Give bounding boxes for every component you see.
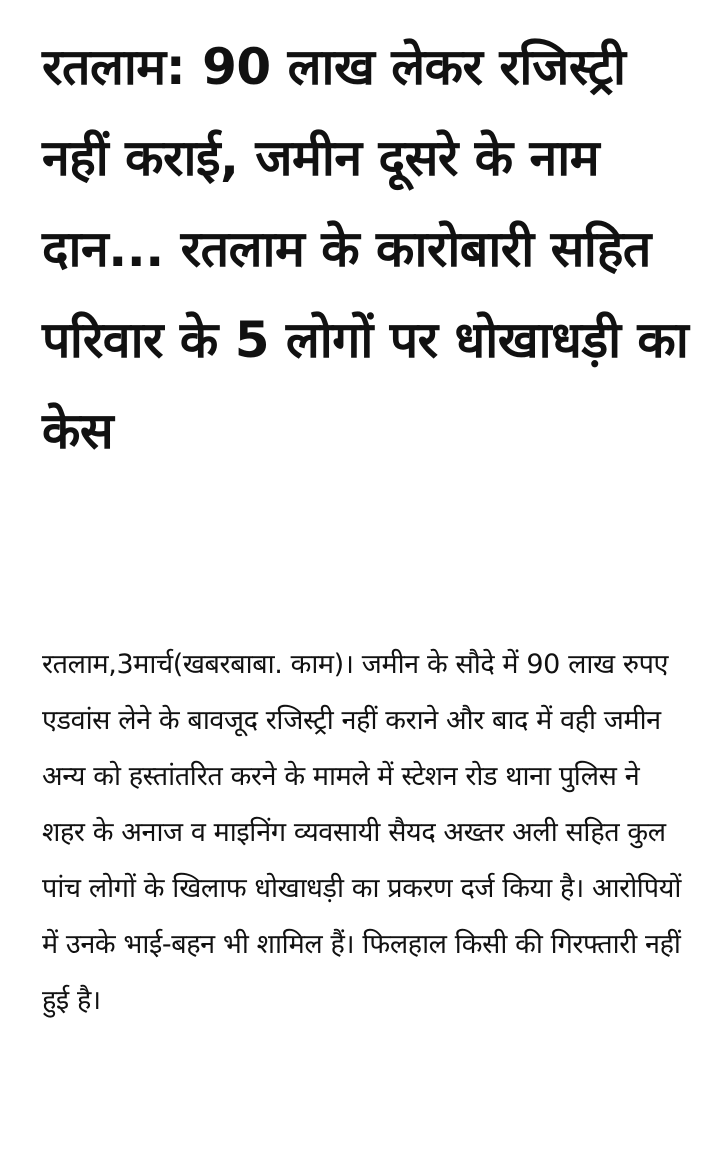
article (42, 22, 692, 1016)
article-headline: रतलाम: 90 लाख लेकर रजिस्ट्री नहीं कराई, जमीन दूसरे के नाम दान... रतलाम के कारोबारी सहित परिवार के 5 लोगों पर धोखाधड़ी का केस (42, 38, 689, 460)
article-body: रतलाम,3मार्च(खबरबाबा. काम)। जमीन के सौदे में 90 लाख रुपए एडवांस लेने के बावजूद रजिस्ट्री नहीं कराने और बाद में वही जमीन अन्य को हस्तांतरित करने के मामले में स्टेशन रोड थाना पुलिस ने शहर के अनाज व माइनिंग व्यवसायी सैयद अख्तर अली सहित कुल पांच लोगों के खिलाफ धोखाधड़ी का प्रकरण दर्ज किया है। आरोपियों में उनके भाई-बहन भी शामिल हैं। फिलहाल किसी की गिरफ्तारी नहीं हुई है। (42, 649, 681, 1016)
